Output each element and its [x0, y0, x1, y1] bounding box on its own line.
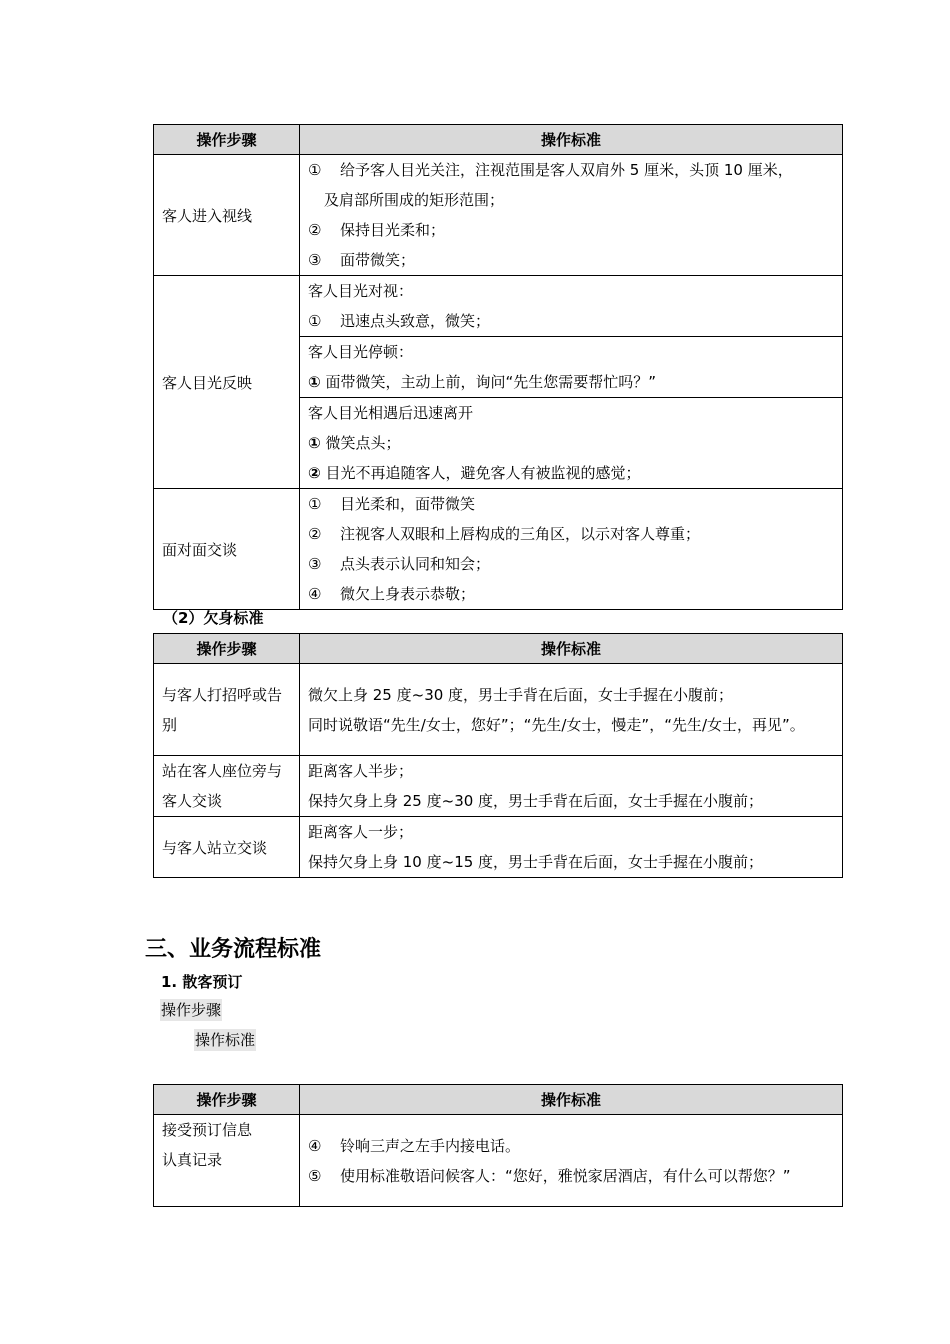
standard-cell: 距离客人一步； 保持欠身上身 10 度~15 度，男士手背在后面，女士手握在小腹前； — [300, 817, 843, 878]
table-row — [154, 756, 843, 817]
step-cell: 站在客人座位旁与客人交谈 — [154, 756, 300, 817]
section-heading-bow: （2）欠身标准 — [163, 609, 264, 627]
standard-cell: ① 目光柔和，面带微笑 ② 注视客人双眼和上唇构成的三角区，以示对客人尊重； ③ 点头表示认同和知会； ④ 微欠上身表示恭敬； — [300, 489, 843, 610]
highlight-standard-label: 操作标准 — [195, 1031, 256, 1049]
highlight-step-label: 操作步骤 — [161, 1001, 222, 1019]
step-cell: 客人进入视线 — [154, 155, 300, 276]
header-standard: 操作标准 — [300, 125, 843, 155]
table-row — [154, 664, 843, 756]
step-cell: 接受预订信息 认真记录 — [154, 1115, 300, 1207]
standard-cell: ① 给予客人目光关注，注视范围是客人双肩外 5 厘米，头顶 10 厘米， 及肩部所围成的矩形范围； ② 保持目光柔和； ③ 面带微笑； — [300, 155, 843, 276]
step-cell: 客人目光反映 — [154, 276, 300, 489]
standard-cell: 客人目光对视： ① 迅速点头致意，微笑； — [300, 276, 843, 337]
header-step: 操作步骤 — [154, 125, 300, 155]
table-row — [154, 817, 843, 878]
reservation-table — [153, 1084, 843, 1207]
standard-cell: 距离客人半步； 保持欠身上身 25 度~30 度，男士手背在后面，女士手握在小腹前； — [300, 756, 843, 817]
standard-cell: ④ 铃响三声之左手内接电话。 ⑤ 使用标准敬语问候客人：“您好，雅悦家居酒店，有什么可以帮您？” — [300, 1115, 843, 1207]
table-header-row — [154, 125, 843, 155]
step-cell: 与客人站立交谈 — [154, 817, 300, 878]
standard-cell: 客人目光停顿： ① 面带微笑，主动上前，询问“先生您需要帮忙吗？” — [300, 337, 843, 398]
table-header-row — [154, 634, 843, 664]
header-standard: 操作标准 — [300, 634, 843, 664]
step-cell: 与客人打招呼或告别 — [154, 664, 300, 756]
table-header-row — [154, 1085, 843, 1115]
table-row — [154, 1115, 843, 1207]
standard-cell: 微欠上身 25 度~30 度，男士手背在后面，女士手握在小腹前； 同时说敬语“先生/女士，您好”；“先生/女士，慢走”，“先生/女士，再见”。 — [300, 664, 843, 756]
subsection-title: 1. 散客预订 — [161, 973, 243, 991]
table-row — [154, 276, 843, 337]
header-step: 操作步骤 — [154, 1085, 300, 1115]
header-standard: 操作标准 — [300, 1085, 843, 1115]
header-step: 操作步骤 — [154, 634, 300, 664]
eye-contact-table — [153, 124, 843, 610]
section-title: 三、业务流程标准 — [145, 937, 322, 962]
table-row — [154, 489, 843, 610]
step-cell: 面对面交谈 — [154, 489, 300, 610]
standard-cell: 客人目光相遇后迅速离开 ① 微笑点头； ② 目光不再追随客人，避免客人有被监视的感觉； — [300, 398, 843, 489]
bow-standard-table — [153, 633, 843, 878]
table-row — [154, 155, 843, 276]
